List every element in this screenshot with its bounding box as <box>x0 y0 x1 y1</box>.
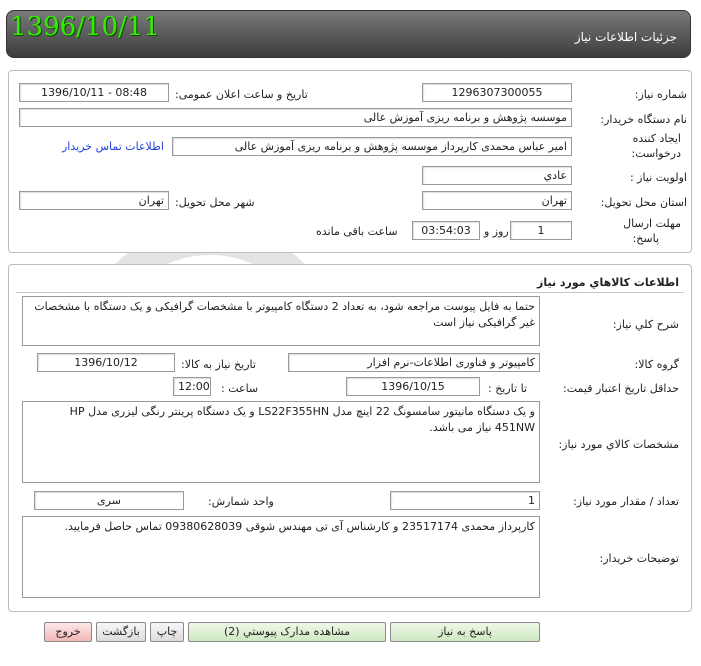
group-label: گروه کالا: <box>634 358 679 371</box>
days-remaining-field[interactable]: 1 <box>510 221 572 240</box>
announce-field[interactable]: 1396/10/11 - 08:48 <box>19 83 169 102</box>
print-button[interactable]: چاپ <box>150 622 184 642</box>
until-date-label: تا تاريخ : <box>488 382 527 395</box>
city-field[interactable]: تهران <box>19 191 169 210</box>
need-number-field[interactable]: 1296307300055 <box>422 83 572 102</box>
summary-textarea[interactable]: حتما به فايل پيوست مراجعه شود، به تعداد 2 دستگاه کامپيوتر با مشخصات گرافيکی و يک دستگاه با مشخصات غير گرافيکی نياز است <box>22 296 540 346</box>
qty-field[interactable]: 1 <box>390 491 540 510</box>
priority-label: اولويت نياز : <box>629 171 687 184</box>
specs-textarea[interactable]: و يک دستگاه مانيتور سامسونگ 22 اينچ مدل LS22F355HN و يک دستگاه پرينتر رنگی ليزری مدل HP 451NW نياز می باشد. <box>22 401 540 483</box>
header-date: 1396/10/11 <box>10 12 160 42</box>
need-number-label: شماره نياز: <box>634 88 687 101</box>
goods-section-title: اطلاعات کالاهاي مورد نياز <box>537 276 679 289</box>
need-date-label: تاريخ نياز به کالا: <box>181 358 256 371</box>
buyer-notes-label: توضيحات خريدار: <box>599 552 679 565</box>
day-word: روز و <box>484 225 509 238</box>
unit-label: واحد شمارش: <box>208 495 274 508</box>
buyer-notes-textarea[interactable]: کارپرداز محمدی 23517174 و کارشناس آی تی مهندس شوقی 09380628039 تماس حاصل فرماييد. <box>22 516 540 598</box>
announce-label: تاريخ و ساعت اعلان عمومی: <box>175 88 308 101</box>
validity-time-field[interactable]: 12:00 <box>173 377 211 396</box>
priority-field[interactable]: عادي <box>422 166 572 185</box>
buyer-field[interactable]: موسسه پژوهش و برنامه ريزی آموزش عالی <box>19 108 572 127</box>
validity-label: حداقل تاريخ اعتبار قيمت: <box>563 382 679 395</box>
buyer-label: نام دستگاه خريدار: <box>600 113 687 126</box>
specs-label: مشخصات کالاي مورد نياز: <box>558 438 679 451</box>
until-date-field[interactable]: 1396/10/15 <box>346 377 480 396</box>
validity-time-label: ساعت : <box>221 382 259 395</box>
creator-label-1: ايجاد کننده <box>632 132 681 145</box>
deadline-label-1: مهلت ارسال <box>623 217 681 230</box>
deadline-label-2: پاسخ: <box>632 232 659 245</box>
section-divider <box>16 292 684 293</box>
respond-button[interactable]: پاسخ به نياز <box>390 622 540 642</box>
page-title: جزئيات اطلاعات نياز <box>574 30 677 44</box>
creator-label-2: درخواست: <box>631 147 681 160</box>
need-date-field[interactable]: 1396/10/12 <box>37 353 175 372</box>
province-field[interactable]: تهران <box>422 191 572 210</box>
qty-label: تعداد / مقدار مورد نياز: <box>573 495 679 508</box>
exit-button[interactable]: خروج <box>44 622 92 642</box>
contact-info-link[interactable]: اطلاعات تماس خريدار <box>62 140 164 153</box>
group-field[interactable]: کامپيوتر و فناوری اطلاعات-نرم افزار <box>288 353 540 372</box>
summary-label: شرح کلي نياز: <box>612 318 679 331</box>
province-label: استان محل تحويل: <box>600 196 687 209</box>
city-label: شهر محل تحويل: <box>175 196 255 209</box>
unit-field[interactable]: سری <box>34 491 184 510</box>
time-remaining-field[interactable]: 03:54:03 <box>412 221 480 240</box>
creator-field[interactable]: امير عباس محمدی کارپرداز موسسه پژوهش و برنامه ريزی آموزش عالی <box>172 137 572 156</box>
back-button[interactable]: بازگشت <box>96 622 146 642</box>
remaining-word: ساعت باقی مانده <box>316 225 398 238</box>
view-attachments-button[interactable]: مشاهده مدارک پيوستي (2) <box>188 622 386 642</box>
